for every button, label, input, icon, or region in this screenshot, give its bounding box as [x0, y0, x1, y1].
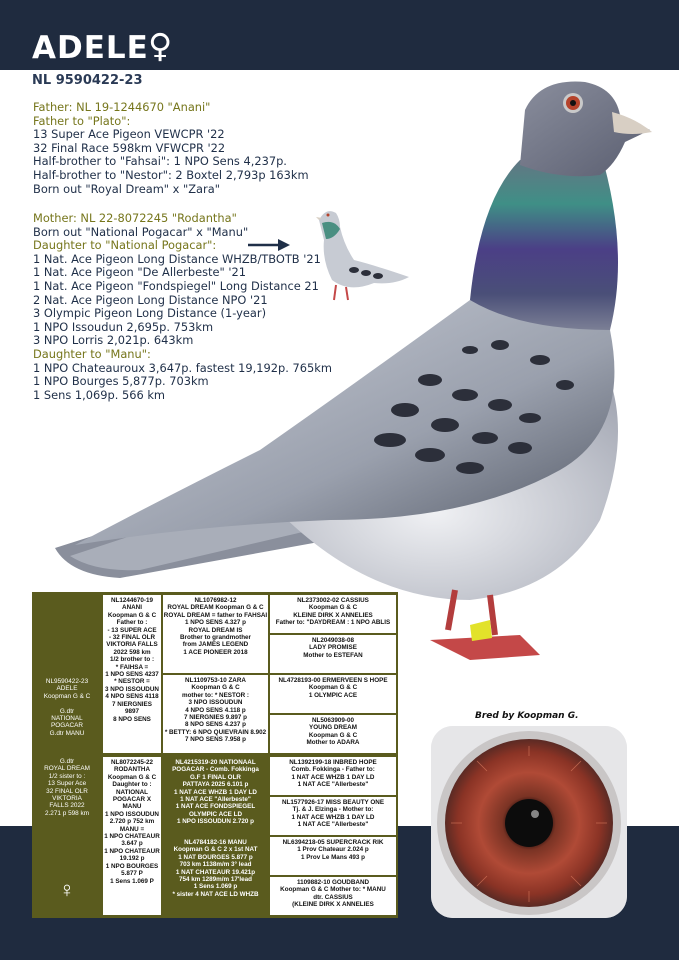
pedigree-line: ROYAL DREAM Koopman G & C — [167, 604, 264, 612]
pedigree-line: Mother to ESTEFAN — [303, 651, 363, 659]
pedigree-line: NL1244670-19 — [110, 597, 153, 604]
pedigree-line: Brother to grandmother — [179, 634, 251, 642]
pedigree-dam-sire-sire — [270, 757, 396, 795]
pedigree-line: NL2373002-02 CASSIUS — [297, 597, 369, 604]
pedigree-sire-sire-sire — [270, 595, 396, 633]
info-line: Father to "Plato": — [33, 113, 131, 128]
pedigree-line: YOUNG DREAM — [309, 724, 357, 732]
pedigree-line: - 13 SUPER ACE — [107, 626, 157, 634]
pedigree-line: ROYAL DREAM IS — [188, 626, 243, 634]
pedigree-line: 2.720 p 752 km — [109, 818, 155, 826]
pedigree-line: Koopman G & C — [107, 611, 157, 619]
pedigree-line: Koopman G & C — [107, 773, 157, 781]
pedigree-line: 703 km 1138m/m 3° lead — [179, 861, 252, 869]
info-line: Half-brother to "Nestor": 2 Boxtel 2,793p 163km — [33, 167, 309, 182]
pedigree-line: PATTAYA 2025 6.101 p — [182, 781, 249, 789]
pedigree-line: Koopman G & C Mother to: * MANU — [280, 886, 386, 894]
pedigree-line: MANU = — [119, 825, 145, 833]
pedigree-line: 1 NAT ACE WHZB 1 DAY LD — [291, 813, 375, 821]
pedigree-line: KLEINE DIRK X ANNELIES — [293, 611, 373, 619]
pedigree-line: NL1577926-17 MISS BEAUTY ONE — [281, 799, 385, 806]
pedigree-line: 1 NAT ACE "Allerbeste" — [180, 796, 251, 804]
pedigree-line: from JAMES LEGEND — [182, 641, 249, 649]
pedigree-line: Koopman G & C 2 x 1st NAT — [173, 846, 258, 854]
pedigree-line: 3.647 p — [121, 840, 143, 848]
pedigree-line: mother to: * NESTOR : — [181, 691, 250, 699]
pedigree-line: 1 NPO BOURGES — [105, 862, 159, 870]
ring-number: NL 9590422-23 — [32, 73, 143, 88]
pedigree-line: 1/2 brother to : — [109, 656, 155, 664]
pedigree-line: ADELE — [56, 685, 78, 693]
pedigree-dam-dam-dam — [270, 877, 396, 915]
pedigree-line: POGACAR — [51, 722, 83, 730]
pedigree-dam-sire — [163, 757, 268, 835]
pedigree-line: MANU — [122, 803, 142, 811]
pedigree-subject-bottom — [32, 758, 102, 817]
pedigree-line: 754 km 1289m/m 17'lead — [179, 876, 252, 884]
pedigree-line: NL4784182-16 MANU — [184, 839, 247, 846]
info-line: 1 Nat. Ace Pigeon Long Distance WHZB/TBOTB '21 — [33, 251, 321, 266]
info-line: 32 Final Race 598km VFWCPR '22 — [33, 140, 226, 155]
info-line: 1 Nat. Ace Pigeon "Fondspiegel" Long Distance 21 — [33, 278, 319, 293]
pedigree-line: NL4215319-20 NATIONAAL — [175, 759, 256, 766]
pedigree-line: 4 NPO SENS 4118 — [105, 693, 159, 701]
pedigree-line: dtr. CASSIUS — [313, 893, 353, 901]
pedigree-line: POGACAR X — [112, 796, 152, 804]
father-info — [33, 101, 309, 196]
pedigree-line: POGACAR - Comb. Fokkinga — [172, 766, 259, 774]
pedigree-line: 7 NPO SENS 7.958 p — [185, 736, 246, 744]
pedigree-line: 2022 598 km — [113, 648, 151, 656]
pedigree-sire-sire — [163, 595, 268, 673]
pedigree-sire-dam — [163, 675, 268, 753]
pedigree-line: 1 Sens 1.069 p — [193, 883, 238, 891]
pedigree-line: FALLS 2022 — [49, 802, 85, 810]
pedigree-line: 9897 — [124, 708, 139, 716]
pedigree-line: Koopman G & C — [308, 684, 358, 692]
pedigree-line: Mother to ADARA — [306, 739, 360, 747]
pedigree-line: Koopman G & C — [43, 692, 91, 700]
pedigree-line: 1 NAT BOURGES 5.877 p — [178, 853, 253, 861]
pedigree-line: ROYAL DREAM — [44, 765, 90, 773]
pedigree-subject-top — [32, 678, 102, 737]
pedigree-line: G.dtr MANU — [49, 729, 85, 737]
pedigree-line: 1 Prov Le Mans 493 p — [300, 853, 366, 861]
pedigree-line: 7 NIERGNIES 9.897 p — [184, 714, 247, 722]
info-line: 3 Olympic Pigeon Long Distance (1-year) — [33, 306, 267, 321]
eye-iris-image — [431, 726, 627, 918]
pedigree-line: 32 FINAL OLR — [46, 787, 88, 795]
pedigree-line: 8 NPO SENS 4.237 p — [185, 721, 246, 729]
info-line: Father: NL 19-1244670 "Anani" — [33, 100, 211, 114]
pedigree-line: NL2049038-08 — [311, 637, 354, 644]
pedigree-line: NL1076982-12 — [194, 597, 237, 604]
info-line: 1 Sens 1,069p. 566 km — [33, 387, 166, 402]
pedigree-line: Koopman G & C — [308, 604, 358, 612]
pedigree-line: VIKTORIA — [52, 795, 82, 803]
pedigree-line: NL8072245-22 — [110, 759, 153, 766]
pedigree-line: Comb. Fokkinga - Father to: — [291, 766, 375, 774]
pedigree-line: * sister 4 NAT ACE LD WHZB — [172, 890, 259, 898]
pedigree-line: (KLEINE DIRK X ANNELIES — [292, 901, 374, 909]
pedigree-sire-dam-dam — [270, 715, 396, 753]
pedigree-line: ANANI — [122, 604, 142, 612]
pedigree-line: 1 NPO SENS 4.327 p — [185, 619, 246, 627]
info-line: Daughter to "National Pogacar": — [33, 238, 217, 253]
pedigree-line: 1 NAT CHATEAUR 19.421p — [175, 868, 256, 876]
pedigree-line: 1 NAT ACE WHZB 1 DAY LD — [174, 788, 257, 796]
father-pigeon-thumbnail — [314, 205, 414, 305]
info-line: Daughter to "Manu": — [33, 346, 151, 361]
pedigree-dam-dam — [163, 837, 268, 915]
female-symbol: ♀ — [58, 877, 76, 902]
pedigree-line: 1 NAT ACE WHZB 1 DAY LD — [291, 773, 375, 781]
pedigree-line: * FAIHSA = — [115, 663, 149, 671]
pedigree-line: Father to: "DAYDREAM : 1 NPO ABLIS — [275, 619, 391, 627]
pedigree-line: G.F 1 FINAL OLR — [190, 773, 241, 781]
pedigree-line: 1 Sens 1.069 P — [110, 877, 154, 885]
pedigree-line: RODANTHA — [113, 766, 151, 774]
pedigree-line: 1 NPO SENS 4237 — [105, 671, 159, 679]
pedigree-line: NL6394218-05 SUPERCRACK RIK — [282, 839, 384, 846]
pedigree-line: 1 NAT ACE "Allerbeste" — [297, 821, 369, 829]
info-line: Born out "Royal Dream" x "Zara" — [33, 181, 220, 196]
pedigree-line: - 32 FINAL OLR — [108, 634, 156, 642]
pedigree-line: 8 NPO SENS — [113, 715, 151, 723]
arrow-right-icon — [248, 238, 290, 252]
pedigree-chart — [32, 592, 398, 918]
info-line: Mother: NL 22-8072245 "Rodantha" — [33, 211, 237, 225]
pedigree-line: * NESTOR = — [114, 678, 150, 686]
pedigree-line: NATIONAL — [51, 715, 83, 723]
pedigree-line: G.dtr — [59, 758, 75, 765]
pedigree-dam-sire-dam — [270, 797, 396, 835]
pedigree-line: G.dtr — [59, 707, 75, 715]
pedigree-line: 2.271 p 598 km — [44, 809, 90, 817]
pedigree-line: NL9590422-23 — [45, 678, 89, 685]
pedigree-line: 1 NPO ISSOUDUN 2.720 p — [177, 818, 254, 826]
info-line: 13 Super Ace Pigeon VEWCPR '22 — [33, 127, 225, 142]
pedigree-sire — [103, 595, 161, 753]
pedigree-line: Father to : — [116, 619, 148, 627]
eye-photo — [431, 726, 627, 918]
pedigree-line: * BETTY: 6 NPO QUIEVRAIN 8.902 — [164, 728, 267, 736]
pedigree-line: 1 Prov Chateaur 2.024 p — [297, 846, 369, 854]
pedigree-line: OLYMPIC ACE LD — [188, 810, 243, 818]
pedigree-line: LADY PROMISE — [309, 644, 357, 652]
female-symbol: ♀ — [148, 26, 173, 65]
pedigree-line: 3 NPO ISSOUDUN — [105, 685, 159, 693]
info-line: Half-brother to "Fahsai": 1 NPO Sens 4,237p. — [33, 154, 287, 169]
pedigree-sire-sire-dam — [270, 635, 396, 673]
pedigree-subject — [32, 592, 102, 918]
pedigree-line: NL1109753-10 ZARA — [185, 677, 246, 684]
info-line: 3 NPO Lorris 2,021p. 643km — [33, 333, 194, 348]
pedigree-line: 13 Super Ace — [47, 780, 87, 788]
pedigree-line: NATIONAL — [115, 788, 149, 796]
bred-by-label: Bred by Koopman G. — [475, 711, 579, 721]
pedigree-sire-dam-sire — [270, 675, 396, 713]
pigeon-name: ADELE — [32, 30, 149, 66]
pedigree-line: 1 OLYMPIC ACE — [308, 691, 358, 699]
pedigree-line: 1 NAT ACE "Allerbeste" — [297, 781, 369, 789]
info-line: 1 NPO Issoudun 2,695p. 753km — [33, 319, 214, 334]
pedigree-dam — [103, 757, 161, 915]
pedigree-line: 1 ACE PIONEER 2018 — [183, 648, 248, 656]
pedigree-line: 1/2 sister to : — [48, 772, 86, 780]
info-line: 2 Nat. Ace Pigeon Long Distance NPO '21 — [33, 292, 268, 307]
pedigree-line: 19.192 p — [119, 855, 145, 863]
pedigree-line: ROYAL DREAM = father to FAHSAI — [163, 611, 268, 619]
pedigree-line — [32, 700, 102, 707]
pedigree-line: 3 NPO ISSOUDUN — [188, 699, 243, 707]
pedigree-line: 1 NPO ISSOUDUN — [105, 810, 159, 818]
pedigree-line: Daughter to : — [112, 781, 152, 789]
info-line: 1 Nat. Ace Pigeon "De Allerbeste" '21 — [33, 265, 246, 280]
info-line: 1 NPO Chateauroux 3,647p. fastest 19,192p. 765km — [33, 360, 332, 375]
pedigree-line: 1 NAT ACE FONDSPIEGEL — [175, 803, 256, 811]
pedigree-line: 4 NPO SENS 4.118 p — [185, 706, 246, 714]
info-line: 1 NPO Bourges 5,877p. 703km — [33, 374, 209, 389]
pedigree-line: 1 NPO CHATEAUR — [104, 833, 160, 841]
pedigree-line: 7 NIERGNIES — [112, 700, 152, 708]
info-line: Born out "National Pogacar" x "Manu" — [33, 224, 249, 239]
pedigree-line: NL4728193-00 ERMERVEEN S HOPE — [278, 677, 388, 684]
pedigree-line: 1 NPO CHATEAUR — [104, 847, 160, 855]
pedigree-line: 5.877 P — [121, 870, 143, 878]
pedigree-line: Tj. & J. Elzinga - Mother to: — [292, 806, 374, 814]
pedigree-line: Koopman G & C — [191, 684, 240, 692]
pedigree-line: NL5063909-00 — [311, 717, 354, 724]
pedigree-line: Koopman G & C — [308, 731, 358, 739]
pedigree-line: VIKTORIA FALLS — [106, 641, 158, 649]
pedigree-dam-dam-sire — [270, 837, 396, 875]
pedigree-line: 1109882-10 GOUDBAND — [296, 879, 370, 886]
pedigree-line: NL1392199-18 INBRED HOPE — [289, 759, 377, 766]
